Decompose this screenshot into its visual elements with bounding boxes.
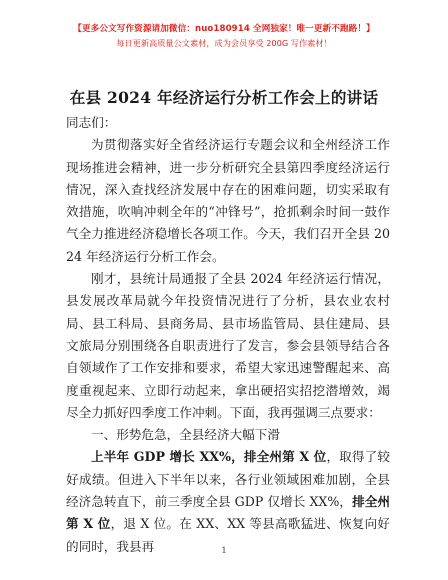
page-number: 1 (221, 546, 227, 555)
text-segment: ，取得了较好成绩。但进入下半年以来，各行业领域困难加剧，全县经济急转直下，前三季度全县 GDP 仅增长 XX%， (66, 449, 391, 510)
promo-banner (0, 22, 448, 49)
paragraph-summary: 刚才，县统计局通报了全县 2024 年经济运行情况，县发展改革局就今年投资情况进行了分析，县农业农村局、县工科局、县商务局、县市场监管局、县住建局、县文旅局分别围绕各自职责进行了发言，参会县领导结合各自领域作了工作安排和要求，希望大家迅速警醒起来、高度重视起来、立即行动起来，拿出硬招实招挖潜增效，竭尽全力抓好四季度工作冲刺。下面，我再强调三点要求： (66, 271, 390, 420)
text-segment: ，退 X 位。在 XX、XX 等县高歌猛进、恢复向好的同时，我县再 (66, 516, 391, 554)
bold-phrase-rank: 排全州第 X 位 (66, 494, 390, 532)
bold-phrase-first-half: 上半年 GDP 增长 XX%，排全州第 X 位 (91, 449, 327, 465)
section-heading-1: 一、形势危急，全县经济大幅下滑 (91, 427, 280, 443)
promo-banner-line1: 【更多公文写作资源请加微信：nuo180914 全网独家！唯一更新不跑路！】 (73, 24, 375, 34)
paragraph-situation (66, 446, 390, 557)
document-body (66, 112, 390, 558)
promo-banner-line2: 每日更新高质量公文素材，成为会员享受 200G 写作素材！ (116, 38, 332, 48)
paragraph-intro: 为贯彻落实好全省经济运行专题会议和全州经济工作现场推进会精神，进一步分析研究全县第四季度经济运行情况，深入查找经济发展中存在的困难问题，切实采取有效措施，吹响冲刺全年的“冲锋号”，抢抓剩余时间一鼓作气全力推进经济稳增长各项工作。今天，我们召开全县 2024 年经济运行分析工作会。 (66, 137, 390, 264)
greeting: 同志们： (66, 115, 117, 130)
document-title: 在县 2024 年经济运行分析工作会上的讲话 (69, 88, 379, 107)
